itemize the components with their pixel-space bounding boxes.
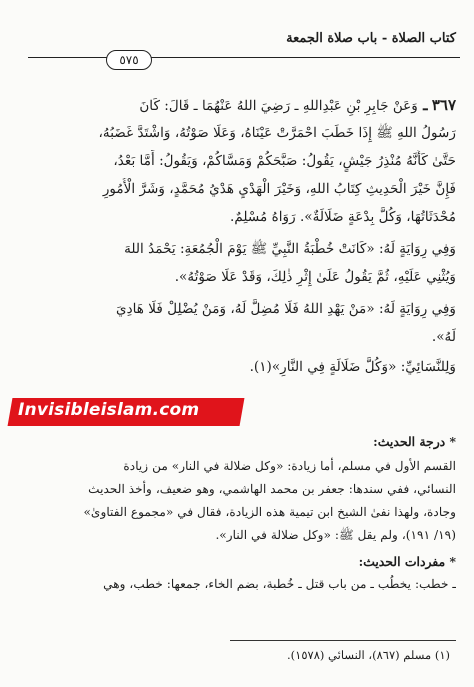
hadith-line-7: وَيُثْنِي عَلَيْهِ، ثُمَّ يَقُولُ عَلَىٰ إِثْرِ ذٰلِكَ، وَقَدْ عَلَا صَوْتُهُ». [174, 269, 456, 285]
hadith-line-9: لَهُ». [431, 329, 456, 345]
footnote-rule [230, 640, 456, 641]
footnote: (١) مسلم (٨٦٧)، النسائي (١٥٧٨). [287, 648, 450, 662]
hadith-line-4: فَإِنَّ خَيْرَ الْحَدِيثِ كِتَابُ اللهِ، وَخَيْرَ الْهَدْيِ هَدْيُ مُحَمَّدٍ، وَشَرَّ الْأُمُورِ [102, 181, 456, 197]
page-number: ٥٧٥ [106, 50, 152, 70]
grading-line-2: النسائي، ففي سندها: جعفر بن محمد الهاشمي، وهو ضعيف، وأخذ الحديث [88, 482, 456, 496]
hadith-line-8: وَفِي رِوَايَةٍ لَهُ: «مَنْ يَهْدِ اللهُ فَلَا مُضِلَّ لَهُ، وَمَنْ يُضْلِلْ فَلَا هَادِيَ [115, 301, 456, 317]
hadith-line-10: وَلِلنَّسَائِيِّ: «وَكُلَّ ضَلَالَةٍ فِي النَّارِ»(١). [249, 359, 456, 375]
hadith-number: ٣٦٧ [431, 96, 456, 114]
hadith-line-1: ٣٦٧ ـ وَعَنْ جَابِرِ بْنِ عَبْدِاللهِ ـ رَضِيَ اللهُ عَنْهُمَا ـ قَالَ: كَانَ [139, 96, 456, 114]
watermark-text: Invisibleislam.com [18, 400, 200, 420]
grading-heading: * درجة الحديث: [373, 434, 456, 449]
hadith-line-2: رَسُولُ اللهِ ﷺ إِذَا خَطَبَ احْمَرَّتْ عَيْنَاهُ، وَعَلَا صَوْتُهُ، وَاشْتَدَّ غَضَبُهُ، [98, 125, 456, 141]
hadith-line-3: حَتَّىٰ كَأَنَّهُ مُنْذِرُ جَيْشٍ، يَقُولُ: صَبَّحَكُمْ وَمَسَّاكُمْ، وَيَقُولُ: أَمَّا بَعْدُ، [113, 153, 456, 169]
running-header-title: كتاب الصلاة - باب صلاة الجمعة [286, 31, 456, 46]
header-rule [28, 57, 460, 58]
vocabulary-line-1: ـ خطب: يخطُب ـ من باب قتل ـ خُطبة، بضم الخاء، جمعها: خطب، وهي [103, 577, 456, 591]
vocabulary-heading: * مفردات الحديث: [358, 554, 456, 569]
hadith-line-6: وَفِي رِوَايَةٍ لَهُ: «كَانَتْ خُطْبَةُ النَّبِيِّ ﷺ يَوْمَ الْجُمُعَةِ: يَحْمَدُ اللهَ [124, 241, 456, 257]
grading-line-3: وجادة، ولهذا نفىٰ الشيخ ابن تيمية هذه الزيادة، فقال في «مجموع الفتاوىٰ» [83, 505, 456, 519]
grading-line-4: (١٩/ ١٩١)، ولم يقل ﷺ: «وكل ضلالة في النار». [215, 528, 456, 542]
hadith-text: وَعَنْ جَابِرِ بْنِ عَبْدِاللهِ ـ رَضِيَ اللهُ عَنْهُمَا ـ قَالَ: كَانَ [139, 98, 418, 114]
hadith-line-5: مُحْدَثَاتُهَا، وَكُلَّ بِدْعَةٍ ضَلَالَةٌ». رَوَاهُ مُسْلِمٌ. [230, 209, 456, 225]
grading-line-1: القسم الأول في مسلم، أما زيادة: «وكل ضلالة في النار» من زيادة [123, 459, 456, 473]
